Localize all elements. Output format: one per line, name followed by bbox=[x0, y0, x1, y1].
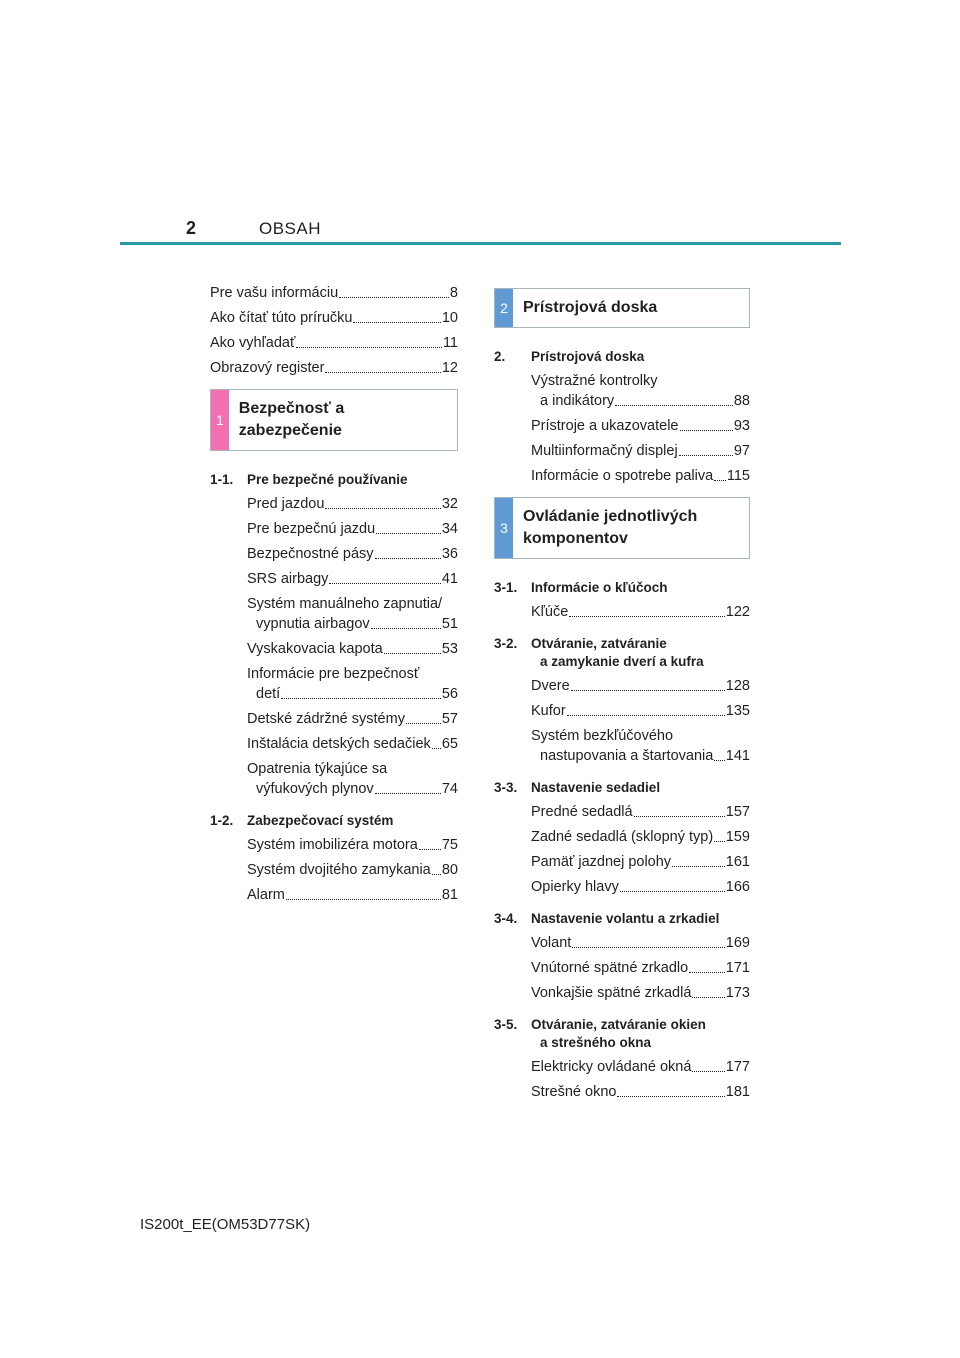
entry-title: Detské zádržné systémy bbox=[247, 711, 405, 727]
toc-entry[interactable] bbox=[494, 934, 750, 952]
entry-title: Multiinformačný displej bbox=[531, 443, 678, 459]
dot-leader bbox=[692, 1071, 724, 1072]
entry-title: Vyskakovacia kapota bbox=[247, 641, 383, 657]
section-header-3[interactable] bbox=[494, 497, 750, 559]
section-title-line: Ovládanie jednotlivých bbox=[523, 508, 698, 525]
entry-title-continued bbox=[210, 615, 458, 633]
entry-title-line2: nastupovania a štartovania bbox=[540, 748, 714, 764]
entry-title: Pamäť jazdnej polohy bbox=[531, 854, 672, 870]
entry-title-continued bbox=[494, 747, 750, 765]
entry-title: Predné sedadlá bbox=[531, 804, 633, 820]
dot-leader bbox=[714, 841, 725, 842]
subsection-title: Otváranie, zatváranie okien a strešného okna bbox=[531, 1016, 750, 1052]
entry-title: Alarm bbox=[247, 887, 285, 903]
entry-title: Pred jazdou bbox=[247, 496, 325, 512]
toc-entry[interactable] bbox=[210, 640, 458, 658]
dot-leader bbox=[375, 793, 441, 794]
entry-title: Vnútorné spätné zrkadlo bbox=[531, 960, 689, 976]
entry-page: 173 bbox=[725, 985, 750, 1001]
subsection-title: Zabezpečovací systém bbox=[247, 813, 394, 828]
entry-page: 65 bbox=[441, 736, 458, 752]
toc-entry[interactable] bbox=[210, 836, 458, 854]
subsection-heading bbox=[494, 1016, 750, 1052]
entry-title: SRS airbagy bbox=[247, 571, 329, 587]
dot-leader bbox=[615, 405, 733, 406]
entry-title: Informácie pre bezpečnosť bbox=[247, 666, 420, 682]
subsection-heading bbox=[494, 348, 750, 366]
entry-title: Pre bezpečnú jazdu bbox=[247, 521, 376, 537]
entry-page: 88 bbox=[733, 393, 750, 409]
dot-leader bbox=[384, 653, 441, 654]
toc-left-column bbox=[210, 284, 458, 918]
subsection-heading bbox=[494, 779, 750, 797]
section-header-2[interactable] bbox=[494, 288, 750, 328]
entry-title-continued bbox=[494, 392, 750, 410]
toc-entry[interactable] bbox=[210, 309, 458, 327]
entry-page: 36 bbox=[441, 546, 458, 562]
page-header bbox=[0, 0, 960, 250]
entry-title: Prístroje a ukazovatele bbox=[531, 418, 679, 434]
entry-title: Kľúče bbox=[531, 604, 569, 620]
entry-page: 81 bbox=[441, 887, 458, 903]
toc-entry[interactable] bbox=[210, 495, 458, 513]
toc-entry[interactable] bbox=[494, 372, 750, 410]
dot-leader bbox=[620, 891, 725, 892]
section-number-tab: 1 bbox=[211, 390, 229, 450]
entry-page: 51 bbox=[441, 616, 458, 632]
entry-title: Volant bbox=[531, 935, 572, 951]
dot-leader bbox=[567, 715, 725, 716]
dot-leader bbox=[689, 972, 725, 973]
entry-title: Informácie o spotrebe paliva bbox=[531, 468, 714, 484]
toc-entry[interactable] bbox=[210, 570, 458, 588]
subsection-title: Informácie o kľúčoch bbox=[531, 580, 668, 595]
subsection-number: 1-1. bbox=[210, 472, 234, 487]
dot-leader bbox=[680, 430, 733, 431]
entry-title: Zadné sedadlá (sklopný typ) bbox=[531, 829, 714, 845]
toc-entry[interactable] bbox=[210, 284, 458, 302]
subsection-title: Prístrojová doska bbox=[531, 349, 645, 364]
toc-entry[interactable] bbox=[494, 677, 750, 695]
entry-page: 80 bbox=[441, 862, 458, 878]
page-number: 2 bbox=[186, 218, 197, 238]
entry-title: Obrazový register bbox=[210, 360, 325, 376]
dot-leader bbox=[329, 583, 440, 584]
dot-leader bbox=[572, 947, 724, 948]
entry-page: 159 bbox=[725, 829, 750, 845]
dot-leader bbox=[375, 558, 441, 559]
toc-entry[interactable] bbox=[494, 467, 750, 485]
toc-entry[interactable] bbox=[210, 595, 458, 633]
entry-page: 11 bbox=[442, 335, 458, 351]
dot-leader bbox=[432, 748, 441, 749]
subsection-number: 1-2. bbox=[210, 813, 234, 828]
entry-page: 177 bbox=[725, 1059, 750, 1075]
toc-entry[interactable] bbox=[494, 803, 750, 821]
subsection-title-line2: a zamykanie dverí a kufra bbox=[540, 654, 704, 669]
toc-entry[interactable] bbox=[494, 828, 750, 846]
subsection-title: Pre bezpečné používanie bbox=[247, 472, 408, 487]
entry-title: Bezpečnostné pásy bbox=[247, 546, 374, 562]
entry-title-line2: vypnutia airbagov bbox=[256, 616, 370, 632]
dot-leader bbox=[281, 698, 441, 699]
entry-page: 128 bbox=[725, 678, 750, 694]
subsection-title: Nastavenie sedadiel bbox=[531, 780, 661, 795]
toc-entry[interactable] bbox=[494, 959, 750, 977]
toc-entry[interactable] bbox=[210, 359, 458, 377]
entry-title: Inštalácia detských sedačiek bbox=[247, 736, 431, 752]
entry-page: 93 bbox=[733, 418, 750, 434]
entry-page: 32 bbox=[441, 496, 458, 512]
subsection-heading bbox=[494, 910, 750, 928]
section-title-line: Bezpečnosť a zabezpečenie bbox=[238, 400, 345, 439]
entry-page: 10 bbox=[441, 310, 458, 326]
entry-page: 181 bbox=[725, 1084, 750, 1100]
dot-leader bbox=[296, 347, 442, 348]
entry-title: Dvere bbox=[531, 678, 570, 694]
subsection-title: Otváranie, zatváranie a zamykanie dverí a kufra bbox=[531, 635, 750, 671]
entry-title: Systém dvojitého zamykania bbox=[247, 862, 431, 878]
entry-title: Systém manuálneho zapnutia/ bbox=[247, 596, 443, 612]
dot-leader bbox=[634, 816, 725, 817]
dot-leader bbox=[714, 760, 724, 761]
entry-page: 75 bbox=[441, 837, 458, 853]
subsection-number: 3-5. bbox=[494, 1017, 518, 1032]
entry-page: 141 bbox=[725, 748, 750, 764]
entry-page: 12 bbox=[441, 360, 458, 376]
subsection-heading bbox=[210, 471, 458, 489]
section-number-tab: 3 bbox=[495, 498, 513, 558]
toc-entry[interactable] bbox=[210, 545, 458, 563]
dot-leader bbox=[376, 533, 441, 534]
subsection-number: 3-4. bbox=[494, 911, 518, 926]
entry-title-continued bbox=[210, 685, 458, 703]
dot-leader bbox=[569, 616, 725, 617]
dot-leader bbox=[432, 874, 441, 875]
entry-title-line2: výfukových plynov bbox=[256, 781, 374, 797]
entry-title: Vonkajšie spätné zrkadlá bbox=[531, 985, 692, 1001]
entry-title: Systém bezkľúčového bbox=[531, 728, 674, 744]
toc-right-column bbox=[494, 288, 750, 1115]
section-header-1[interactable] bbox=[210, 389, 458, 451]
entry-page: 169 bbox=[725, 935, 750, 951]
entry-page: 157 bbox=[725, 804, 750, 820]
entry-title: Pre vašu informáciu bbox=[210, 285, 339, 301]
dot-leader bbox=[325, 508, 440, 509]
section-title bbox=[229, 390, 457, 450]
entry-page: 34 bbox=[441, 521, 458, 537]
entry-title: Kufor bbox=[531, 703, 566, 719]
entry-title: Výstražné kontrolky bbox=[531, 373, 658, 389]
section-title bbox=[513, 498, 705, 558]
toc-entry[interactable] bbox=[494, 853, 750, 871]
toc-entry[interactable] bbox=[494, 1058, 750, 1076]
subsection-title-line2: a strešného okna bbox=[540, 1035, 652, 1050]
subsection-number: 3-1. bbox=[494, 580, 518, 595]
dot-leader bbox=[371, 628, 441, 629]
entry-page: 161 bbox=[725, 854, 750, 870]
dot-leader bbox=[692, 997, 724, 998]
toc-entry[interactable] bbox=[210, 861, 458, 879]
entry-title: Systém imobilizéra motora bbox=[247, 837, 418, 853]
entry-page: 171 bbox=[725, 960, 750, 976]
dot-leader bbox=[286, 899, 441, 900]
entry-page: 74 bbox=[441, 781, 458, 797]
toc-entry[interactable] bbox=[210, 520, 458, 538]
dot-leader bbox=[679, 455, 733, 456]
dot-leader bbox=[419, 849, 441, 850]
subsection-title: Nastavenie volantu a zrkadiel bbox=[531, 911, 720, 926]
toc-entry[interactable] bbox=[494, 603, 750, 621]
toc-entry[interactable] bbox=[494, 417, 750, 435]
toc-entry[interactable] bbox=[210, 760, 458, 798]
subsection-heading bbox=[494, 635, 750, 671]
header-rule bbox=[120, 242, 841, 245]
entry-title: Ako vyhľadať bbox=[210, 335, 296, 351]
dot-leader bbox=[672, 866, 725, 867]
toc-entry[interactable] bbox=[210, 710, 458, 728]
entry-page: 97 bbox=[733, 443, 750, 459]
entry-page: 56 bbox=[441, 686, 458, 702]
dot-leader bbox=[571, 690, 725, 691]
entry-title: Strešné okno bbox=[531, 1084, 617, 1100]
entry-page: 115 bbox=[726, 468, 750, 484]
toc-entry[interactable] bbox=[494, 984, 750, 1002]
toc-entry[interactable] bbox=[494, 1083, 750, 1101]
entry-title: Elektricky ovládané okná bbox=[531, 1059, 692, 1075]
entry-page: 41 bbox=[441, 571, 458, 587]
dot-leader bbox=[617, 1096, 724, 1097]
entry-title-line2: detí bbox=[256, 686, 281, 702]
section-title-line2: komponentov bbox=[523, 530, 628, 547]
subsection-heading bbox=[210, 812, 458, 830]
entry-title: Ako čítať túto príručku bbox=[210, 310, 353, 326]
entry-title: Opierky hlavy bbox=[531, 879, 619, 895]
entry-page: 8 bbox=[449, 285, 458, 301]
entry-page: 57 bbox=[441, 711, 458, 727]
dot-leader bbox=[339, 297, 449, 298]
footer-code: IS200t_EE(OM53D77SK) bbox=[140, 1216, 311, 1233]
toc-entry[interactable] bbox=[210, 334, 458, 352]
subsection-number: 2. bbox=[494, 349, 506, 364]
subsection-number: 3-3. bbox=[494, 780, 518, 795]
entry-title: Opatrenia týkajúce sa bbox=[247, 761, 388, 777]
entry-page: 166 bbox=[725, 879, 750, 895]
toc-entry[interactable] bbox=[210, 886, 458, 904]
toc-entry[interactable] bbox=[494, 702, 750, 720]
subsection-heading bbox=[494, 579, 750, 597]
entry-title-continued bbox=[210, 780, 458, 798]
toc-entry[interactable] bbox=[494, 727, 750, 765]
entry-page: 122 bbox=[725, 604, 750, 620]
subsection-number: 3-2. bbox=[494, 636, 518, 651]
section-number-tab: 2 bbox=[495, 289, 513, 327]
dot-leader bbox=[353, 322, 440, 323]
entry-page: 53 bbox=[441, 641, 458, 657]
dot-leader bbox=[714, 480, 726, 481]
dot-leader bbox=[406, 723, 441, 724]
entry-page: 135 bbox=[725, 703, 750, 719]
entry-title-line2: a indikátory bbox=[540, 393, 615, 409]
toc-entry[interactable] bbox=[494, 878, 750, 896]
section-title-line: Prístrojová doska bbox=[523, 299, 658, 316]
toc-entry[interactable] bbox=[210, 735, 458, 753]
page-title: OBSAH bbox=[259, 219, 322, 238]
toc-entry[interactable] bbox=[494, 442, 750, 460]
section-title bbox=[513, 289, 665, 327]
toc-entry[interactable] bbox=[210, 665, 458, 703]
dot-leader bbox=[325, 372, 440, 373]
